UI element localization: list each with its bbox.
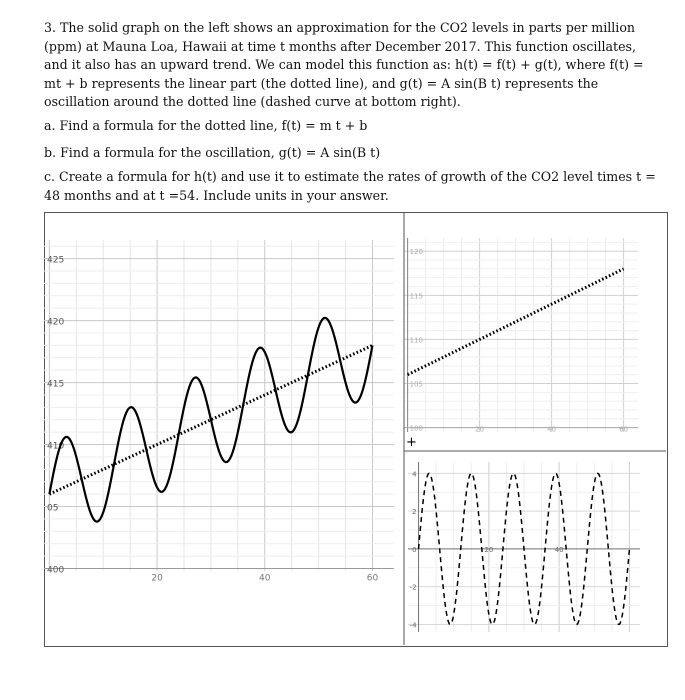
top-right-x-tick-label: 60 (619, 425, 629, 434)
bottom-right-x-tick-label: 40 (554, 545, 564, 554)
top-right-tick-labels (410, 248, 628, 433)
left-y-tick-label: 410 (47, 441, 65, 452)
problem-intro: 3. The solid graph on the left shows an approximation for the CO2 levels in parts per million (ppm) at Mauna Loa, Hawaii at time t months after December 2017. This function oscillates, and it also has an upward trend. We can model this function as: h(t) = f(t) + g(t), where f(t) = mt + b represents the linear part (the dotted line), and g(t) = A sin(B t) represents the oscillation around the dotted line (dashed curve at bottom right). (44, 20, 644, 110)
top-right-y-tick-label: 115 (409, 292, 423, 301)
top-right-plus-label: + (406, 435, 417, 450)
left-y-tick-label: 415 (47, 379, 65, 390)
left-y-tick-label: 05 (47, 503, 59, 514)
bottom-right-y-tick-label: -4 (409, 621, 417, 630)
left-y-tick-label: 400 (47, 565, 65, 576)
left-y-tick-label: 425 (47, 255, 65, 266)
part-b: b. Find a formula for the oscillation, g(t) = A sin(B t) (44, 145, 381, 160)
bottom-right-y-tick-label: 2 (412, 508, 417, 517)
top-right-y-tick-label: 120 (409, 248, 423, 257)
left-x-tick-label: 40 (259, 573, 271, 584)
part-a: a. Find a formula for the dotted line, f(t) = m t + b (44, 118, 368, 133)
part-c: c. Create a formula for h(t) and use it to estimate the rates of growth of the CO2 level times t = 48 months and at t =54. Include units in your answer. (44, 169, 656, 203)
bottom-right-y-tick-label: 4 (412, 470, 417, 479)
top-right-y-tick-label: 100 (409, 424, 423, 433)
top-right-y-tick-label: 105 (409, 380, 423, 389)
bottom-right-graph (408, 462, 640, 632)
top-right-x-tick-label: 20 (475, 425, 485, 434)
left-y-tick-label: 420 (47, 317, 65, 328)
top-right-grid (404, 238, 638, 432)
top-right-x-tick-label: 40 (547, 425, 557, 434)
top-right-graph (404, 238, 638, 450)
bottom-right-y-tick-label: 0 (412, 545, 417, 554)
left-x-tick-label: 20 (151, 573, 163, 584)
bottom-right-y-tick-label: -2 (409, 583, 417, 592)
left-x-tick-label: 60 (366, 573, 379, 584)
bottom-right-x-tick-label: 20 (484, 545, 494, 554)
left-graph (44, 240, 394, 584)
top-right-y-tick-label: 110 (409, 336, 423, 345)
